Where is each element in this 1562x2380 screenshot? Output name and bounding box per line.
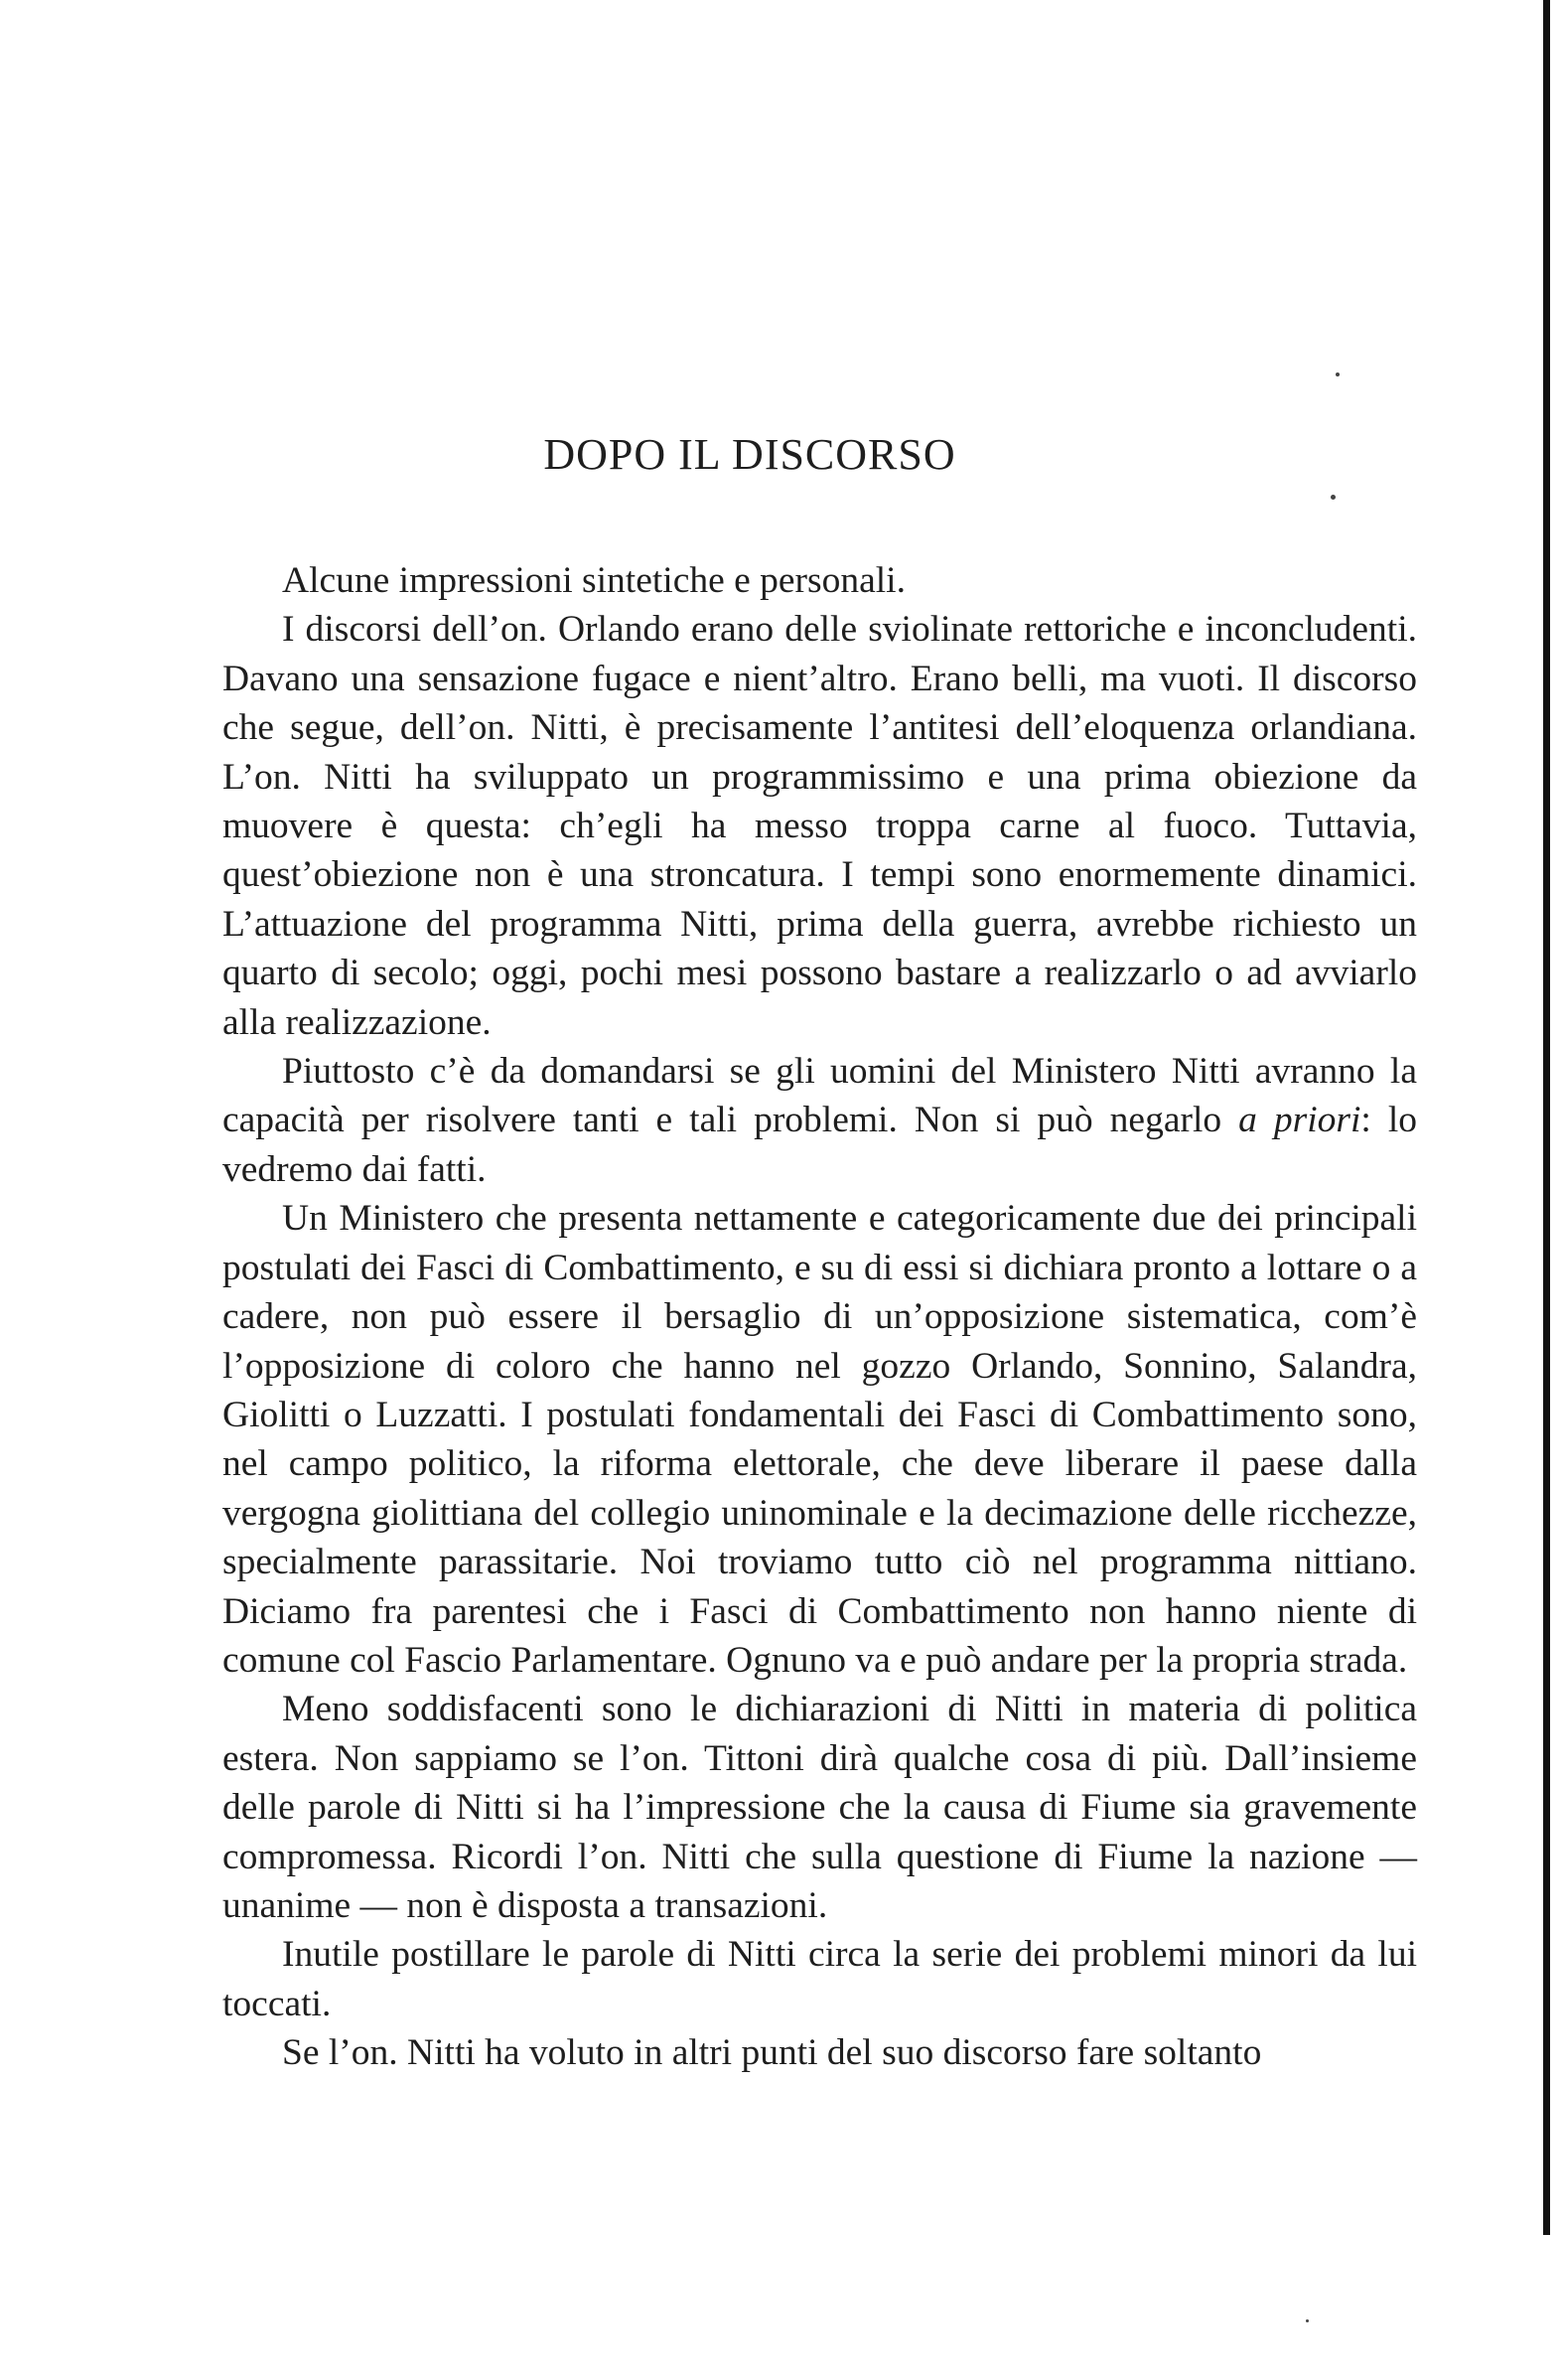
scan-speck	[1331, 495, 1336, 500]
paragraph: Se l’on. Nitti ha voluto in altri punti del suo discorso fare soltanto	[282, 2032, 1262, 2074]
body-text	[222, 556, 1417, 2078]
italic-phrase: a priori	[1238, 1100, 1361, 1141]
paragraph: Inutile postillare le parole di Nitti circa la serie dei problemi minori da lui toccati.	[222, 1934, 1417, 2024]
scan-speck	[1306, 2319, 1309, 2322]
paragraph: Alcune impressioni sintetiche e personali.	[282, 560, 906, 601]
paragraph-text: Piuttosto c’è da domandarsi se gli uomini del Ministero Nitti avranno la capacità per risolvere tanti e tali problemi. Non si può negarlo	[222, 1051, 1417, 1141]
paragraph: Meno soddisfacenti sono le dichiarazioni di Nitti in materia di politica estera. Non sappiamo se l’on. Tittoni dirà qualche cosa di più. Dall’insieme delle parole di Nitti si ha l’impressione che la causa di Fiume sia gravemente compromessa. Ricordi l’on. Nitti che sulla questione di Fiume la nazione — unanime — non è disposta a transazioni.	[222, 1689, 1417, 1926]
paragraph-text: : lo vedremo dai fatti.	[222, 1100, 1417, 1190]
paragraph: Un Ministero che presenta nettamente e categoricamente due dei principali postulati dei Fasci di Combattimento, e su di essi si dichiara pronto a lottare o a cadere, non può essere il bersaglio di un’opposizione sistematica, com’è l’opposizione di coloro che hanno nel gozzo Orlando, Sonnino, Salandra, Giolitti o Luzzatti. I postulati fondamentali dei Fasci di Combattimento sono, nel campo politico, la riforma elettorale, che deve liberare il paese dalla vergogna giolittiana del collegio uninominale e la decimazione delle ricchezze, specialmente parassitarie. Noi troviamo tutto ciò nel programma nittiano. Diciamo fra parentesi che i Fasci di Combattimento non hanno niente di comune col Fascio Parlamentare. Ognuno va e può andare per la propria strada.	[222, 1198, 1417, 1681]
page-title: DOPO IL DISCORSO	[543, 430, 956, 479]
paragraph: I discorsi dell’on. Orlando erano delle sviolinate rettoriche e inconcludenti. Davano una sensazione fugace e nient’altro. Erano belli, ma vuoti. Il discorso che segue, dell’on. Nitti, è precisamente l’antitesi dell’eloquenza orlandiana. L’on. Nitti ha sviluppato un programmissimo e una prima obiezione da muovere è questa: ch’egli ha messo troppa carne al fuoco. Tuttavia, quest’obiezione non è una stroncatura. I tempi sono enormemente dinamici. L’attuazione del programma Nitti, prima della guerra, avrebbe richiesto un quarto di secolo; oggi, pochi mesi possono bastare a realizzarlo o ad avviarlo alla realizzazione.	[222, 609, 1417, 1043]
scan-speck	[1336, 372, 1340, 376]
scan-page-edge	[1543, 0, 1550, 2235]
paragraph	[222, 1047, 1417, 1194]
